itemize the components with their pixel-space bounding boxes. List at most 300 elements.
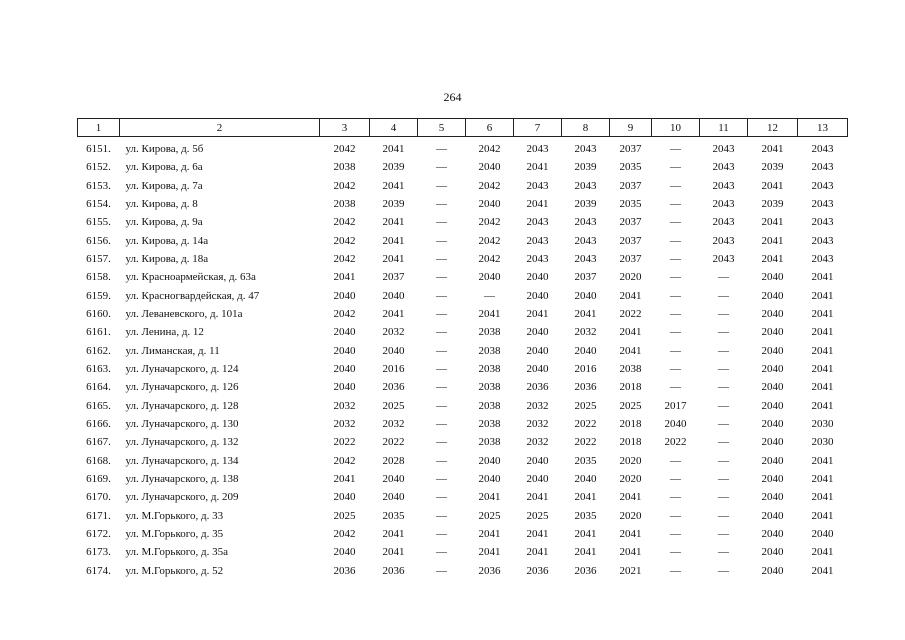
- housing-register-table: [77, 118, 848, 580]
- address-cell: ул. Луначарского, д. 209: [125, 491, 239, 504]
- year-cell: 2040: [811, 528, 834, 541]
- year-cell: 2040: [761, 344, 784, 357]
- year-cell: 2039: [574, 161, 597, 174]
- table-row: [78, 543, 848, 561]
- row-number: 6152.: [86, 161, 111, 174]
- year-cell: 2041: [811, 381, 834, 394]
- year-cell: —: [718, 308, 729, 321]
- year-cell: 2039: [761, 198, 784, 211]
- year-cell: 2032: [382, 326, 405, 339]
- column-header-6: 6: [466, 119, 514, 137]
- row-number: 6167.: [86, 436, 111, 449]
- year-cell: 2040: [526, 289, 549, 302]
- year-cell: 2039: [574, 198, 597, 211]
- year-cell: 2041: [811, 454, 834, 467]
- year-cell: 2040: [526, 363, 549, 376]
- year-cell: 2040: [574, 473, 597, 486]
- address-cell: ул. Кирова, д. 8: [125, 198, 198, 211]
- year-cell: —: [670, 344, 681, 357]
- year-cell: 2041: [619, 528, 642, 541]
- row-number: 6172.: [86, 528, 111, 541]
- year-cell: 2041: [382, 253, 405, 266]
- year-cell: —: [436, 344, 447, 357]
- year-cell: 2036: [574, 381, 597, 394]
- year-cell: 2043: [712, 253, 735, 266]
- year-cell: —: [436, 198, 447, 211]
- row-number: 6165.: [86, 399, 111, 412]
- row-number: 6160.: [86, 308, 111, 321]
- table-row: [78, 137, 848, 159]
- year-cell: 2042: [478, 179, 501, 192]
- year-cell: 2043: [811, 143, 834, 156]
- year-cell: 2043: [811, 179, 834, 192]
- year-cell: —: [718, 289, 729, 302]
- row-number: 6156.: [86, 234, 111, 247]
- row-number: 6159.: [86, 289, 111, 302]
- year-cell: 2037: [619, 253, 642, 266]
- year-cell: 2022: [664, 436, 687, 449]
- year-cell: —: [670, 491, 681, 504]
- year-cell: 2041: [574, 546, 597, 559]
- table-row: [78, 287, 848, 305]
- year-cell: 2043: [526, 179, 549, 192]
- header-row: [78, 119, 848, 137]
- year-cell: —: [436, 363, 447, 376]
- year-cell: —: [718, 528, 729, 541]
- year-cell: —: [436, 253, 447, 266]
- table-row: [78, 525, 848, 543]
- year-cell: 2036: [526, 381, 549, 394]
- column-header-12: 12: [748, 119, 798, 137]
- year-cell: 2037: [619, 216, 642, 229]
- year-cell: 2043: [712, 234, 735, 247]
- year-cell: 2041: [382, 216, 405, 229]
- column-header-8: 8: [562, 119, 610, 137]
- year-cell: 2041: [478, 546, 501, 559]
- address-cell: ул. Кирова, д. 14а: [125, 234, 209, 247]
- year-cell: 2022: [382, 436, 405, 449]
- year-cell: —: [670, 198, 681, 211]
- year-cell: 2041: [478, 308, 501, 321]
- year-cell: 2040: [526, 454, 549, 467]
- address-cell: ул. Кирова, д. 7а: [125, 179, 203, 192]
- year-cell: 2041: [811, 344, 834, 357]
- address-cell: ул. Кирова, д. 18а: [125, 253, 209, 266]
- year-cell: 2040: [333, 381, 356, 394]
- address-cell: ул. Луначарского, д. 138: [125, 473, 239, 486]
- year-cell: 2040: [382, 289, 405, 302]
- year-cell: 2040: [761, 546, 784, 559]
- year-cell: —: [436, 473, 447, 486]
- year-cell: —: [718, 509, 729, 522]
- year-cell: 2016: [382, 363, 405, 376]
- year-cell: —: [670, 308, 681, 321]
- year-cell: 2035: [619, 198, 642, 211]
- year-cell: 2020: [619, 454, 642, 467]
- address-cell: ул. Луначарского, д. 130: [125, 418, 239, 431]
- year-cell: 2043: [712, 161, 735, 174]
- year-cell: 2041: [619, 289, 642, 302]
- year-cell: 2042: [478, 216, 501, 229]
- address-cell: ул. М.Горького, д. 52: [125, 564, 224, 577]
- year-cell: —: [436, 418, 447, 431]
- year-cell: 2037: [619, 143, 642, 156]
- column-header-5: 5: [418, 119, 466, 137]
- table-row: [78, 452, 848, 470]
- year-cell: —: [718, 546, 729, 559]
- year-cell: —: [718, 454, 729, 467]
- table-row: [78, 433, 848, 451]
- table-row: [78, 397, 848, 415]
- year-cell: 2040: [574, 344, 597, 357]
- year-cell: 2030: [811, 436, 834, 449]
- year-cell: —: [436, 399, 447, 412]
- year-cell: 2041: [811, 271, 834, 284]
- year-cell: 2041: [382, 308, 405, 321]
- year-cell: 2035: [619, 161, 642, 174]
- column-header-10: 10: [652, 119, 700, 137]
- year-cell: 2038: [333, 198, 356, 211]
- address-cell: ул. Кирова, д. 6а: [125, 161, 203, 174]
- year-cell: 2041: [811, 363, 834, 376]
- year-cell: 2040: [761, 308, 784, 321]
- address-cell: ул. М.Горького, д. 35: [125, 528, 224, 541]
- year-cell: 2042: [333, 143, 356, 156]
- address-cell: ул. Луначарского, д. 128: [125, 399, 239, 412]
- year-cell: 2041: [526, 198, 549, 211]
- year-cell: —: [436, 528, 447, 541]
- year-cell: —: [436, 509, 447, 522]
- year-cell: 2025: [526, 509, 549, 522]
- year-cell: 2041: [811, 326, 834, 339]
- table-header: [78, 119, 848, 137]
- row-number: 6157.: [86, 253, 111, 266]
- year-cell: 2041: [382, 234, 405, 247]
- row-number: 6151.: [86, 143, 111, 156]
- year-cell: 2032: [526, 436, 549, 449]
- year-cell: 2041: [526, 546, 549, 559]
- year-cell: 2041: [761, 216, 784, 229]
- year-cell: 2028: [382, 454, 405, 467]
- year-cell: 2043: [811, 161, 834, 174]
- year-cell: 2038: [478, 436, 501, 449]
- year-cell: 2043: [712, 179, 735, 192]
- year-cell: 2041: [382, 143, 405, 156]
- year-cell: 2039: [382, 198, 405, 211]
- year-cell: 2040: [478, 473, 501, 486]
- year-cell: 2040: [526, 326, 549, 339]
- year-cell: 2035: [382, 509, 405, 522]
- year-cell: 2041: [382, 179, 405, 192]
- year-cell: 2038: [478, 326, 501, 339]
- year-cell: 2025: [333, 509, 356, 522]
- year-cell: —: [670, 234, 681, 247]
- year-cell: 2040: [761, 436, 784, 449]
- address-cell: ул. Красноармейская, д. 63а: [125, 271, 256, 284]
- year-cell: 2041: [382, 546, 405, 559]
- year-cell: 2022: [333, 436, 356, 449]
- year-cell: 2043: [526, 234, 549, 247]
- year-cell: —: [670, 161, 681, 174]
- year-cell: 2040: [761, 363, 784, 376]
- address-cell: ул. Лиманская, д. 11: [125, 344, 220, 357]
- year-cell: —: [670, 363, 681, 376]
- table-row: [78, 562, 848, 580]
- year-cell: 2041: [619, 344, 642, 357]
- year-cell: —: [718, 418, 729, 431]
- year-cell: 2037: [619, 179, 642, 192]
- year-cell: 2025: [619, 399, 642, 412]
- year-cell: 2032: [382, 418, 405, 431]
- table-row: [78, 268, 848, 286]
- year-cell: 2042: [478, 253, 501, 266]
- year-cell: 2040: [761, 473, 784, 486]
- year-cell: 2040: [526, 344, 549, 357]
- address-cell: ул. Луначарского, д. 132: [125, 436, 239, 449]
- year-cell: 2040: [333, 363, 356, 376]
- table-row: [78, 342, 848, 360]
- year-cell: 2041: [619, 326, 642, 339]
- year-cell: 2022: [574, 436, 597, 449]
- year-cell: —: [670, 179, 681, 192]
- address-cell: ул. Луначарского, д. 134: [125, 454, 239, 467]
- year-cell: 2038: [478, 418, 501, 431]
- year-cell: —: [718, 363, 729, 376]
- year-cell: 2032: [333, 399, 356, 412]
- year-cell: 2036: [574, 564, 597, 577]
- year-cell: 2018: [619, 418, 642, 431]
- year-cell: —: [718, 344, 729, 357]
- year-cell: 2040: [478, 161, 501, 174]
- row-number: 6162.: [86, 344, 111, 357]
- year-cell: 2041: [811, 473, 834, 486]
- year-cell: —: [436, 289, 447, 302]
- year-cell: 2022: [619, 308, 642, 321]
- year-cell: —: [436, 491, 447, 504]
- year-cell: 2043: [712, 216, 735, 229]
- row-number: 6174.: [86, 564, 111, 577]
- year-cell: 2043: [811, 216, 834, 229]
- year-cell: 2040: [761, 381, 784, 394]
- year-cell: 2043: [574, 216, 597, 229]
- year-cell: 2040: [761, 491, 784, 504]
- table-row: [78, 232, 848, 250]
- year-cell: 2040: [333, 491, 356, 504]
- year-cell: 2043: [811, 198, 834, 211]
- year-cell: 2040: [761, 418, 784, 431]
- row-number: 6164.: [86, 381, 111, 394]
- year-cell: 2040: [761, 509, 784, 522]
- table-row: [78, 470, 848, 488]
- address-cell: ул. М.Горького, д. 35а: [125, 546, 228, 559]
- year-cell: 2042: [333, 179, 356, 192]
- year-cell: 2040: [574, 289, 597, 302]
- year-cell: 2018: [619, 381, 642, 394]
- table-row: [78, 177, 848, 195]
- year-cell: 2038: [333, 161, 356, 174]
- row-number: 6163.: [86, 363, 111, 376]
- row-number: 6154.: [86, 198, 111, 211]
- year-cell: 2040: [761, 289, 784, 302]
- year-cell: 2036: [382, 381, 405, 394]
- year-cell: 2043: [811, 234, 834, 247]
- year-cell: —: [670, 528, 681, 541]
- year-cell: 2036: [526, 564, 549, 577]
- year-cell: 2040: [478, 198, 501, 211]
- year-cell: —: [436, 326, 447, 339]
- year-cell: —: [670, 253, 681, 266]
- year-cell: 2041: [478, 528, 501, 541]
- row-number: 6171.: [86, 509, 111, 522]
- year-cell: —: [670, 326, 681, 339]
- year-cell: 2040: [664, 418, 687, 431]
- year-cell: 2042: [333, 454, 356, 467]
- column-header-3: 3: [320, 119, 370, 137]
- year-cell: —: [670, 546, 681, 559]
- row-number: 6155.: [86, 216, 111, 229]
- year-cell: 2040: [333, 344, 356, 357]
- year-cell: —: [436, 381, 447, 394]
- table-body: [78, 137, 848, 580]
- year-cell: 2041: [333, 271, 356, 284]
- row-number: 6161.: [86, 326, 111, 339]
- year-cell: 2036: [333, 564, 356, 577]
- year-cell: —: [718, 271, 729, 284]
- year-cell: 2041: [811, 289, 834, 302]
- year-cell: 2041: [526, 491, 549, 504]
- year-cell: —: [718, 399, 729, 412]
- address-cell: ул. Луначарского, д. 124: [125, 363, 239, 376]
- year-cell: 2041: [333, 473, 356, 486]
- year-cell: 2041: [811, 546, 834, 559]
- year-cell: 2039: [382, 161, 405, 174]
- year-cell: —: [436, 564, 447, 577]
- year-cell: 2042: [333, 216, 356, 229]
- year-cell: 2040: [333, 289, 356, 302]
- year-cell: —: [436, 271, 447, 284]
- year-cell: 2041: [761, 253, 784, 266]
- year-cell: —: [670, 216, 681, 229]
- year-cell: 2043: [574, 234, 597, 247]
- year-cell: 2041: [526, 308, 549, 321]
- table-row: [78, 378, 848, 396]
- year-cell: 2022: [574, 418, 597, 431]
- year-cell: 2038: [619, 363, 642, 376]
- year-cell: 2025: [382, 399, 405, 412]
- year-cell: 2041: [761, 234, 784, 247]
- year-cell: 2040: [761, 326, 784, 339]
- year-cell: 2041: [811, 308, 834, 321]
- year-cell: 2043: [574, 179, 597, 192]
- year-cell: —: [718, 436, 729, 449]
- address-cell: ул. Кирова, д. 5б: [125, 143, 204, 156]
- year-cell: —: [670, 473, 681, 486]
- year-cell: 2032: [574, 326, 597, 339]
- year-cell: 2035: [574, 454, 597, 467]
- year-cell: 2040: [333, 326, 356, 339]
- table-row: [78, 488, 848, 506]
- year-cell: 2040: [382, 473, 405, 486]
- year-cell: 2041: [811, 564, 834, 577]
- year-cell: 2041: [811, 509, 834, 522]
- row-number: 6173.: [86, 546, 111, 559]
- year-cell: 2040: [761, 564, 784, 577]
- table-row: [78, 250, 848, 268]
- year-cell: 2040: [333, 546, 356, 559]
- year-cell: 2040: [761, 399, 784, 412]
- year-cell: 2038: [478, 399, 501, 412]
- year-cell: 2038: [478, 363, 501, 376]
- year-cell: 2043: [712, 143, 735, 156]
- year-cell: 2041: [761, 143, 784, 156]
- row-number: 6158.: [86, 271, 111, 284]
- column-header-7: 7: [514, 119, 562, 137]
- page-number: 264: [443, 90, 462, 104]
- year-cell: 2041: [574, 528, 597, 541]
- year-cell: 2020: [619, 271, 642, 284]
- year-cell: 2042: [478, 143, 501, 156]
- year-cell: —: [718, 491, 729, 504]
- year-cell: 2040: [382, 344, 405, 357]
- year-cell: —: [718, 381, 729, 394]
- year-cell: —: [436, 234, 447, 247]
- year-cell: 2038: [478, 381, 501, 394]
- table-row: [78, 195, 848, 213]
- year-cell: —: [436, 546, 447, 559]
- year-cell: 2041: [761, 179, 784, 192]
- year-cell: —: [436, 143, 447, 156]
- year-cell: 2041: [811, 399, 834, 412]
- year-cell: 2041: [382, 528, 405, 541]
- address-cell: ул. Кирова, д. 9а: [125, 216, 203, 229]
- year-cell: 2025: [574, 399, 597, 412]
- year-cell: 2043: [712, 198, 735, 211]
- year-cell: 2041: [526, 161, 549, 174]
- year-cell: 2032: [526, 418, 549, 431]
- year-cell: 2041: [526, 528, 549, 541]
- year-cell: 2040: [478, 454, 501, 467]
- column-header-9: 9: [610, 119, 652, 137]
- address-cell: ул. Луначарского, д. 126: [125, 381, 239, 394]
- address-cell: ул. Красногвардейская, д. 47: [125, 289, 260, 302]
- table-row: [78, 507, 848, 525]
- year-cell: —: [670, 564, 681, 577]
- address-cell: ул. Леваневского, д. 101а: [125, 308, 243, 321]
- column-header-4: 4: [370, 119, 418, 137]
- year-cell: —: [670, 271, 681, 284]
- column-header-13: 13: [798, 119, 848, 137]
- year-cell: —: [670, 509, 681, 522]
- year-cell: 2042: [478, 234, 501, 247]
- table-row: [78, 213, 848, 231]
- year-cell: 2040: [478, 271, 501, 284]
- year-cell: 2041: [811, 491, 834, 504]
- table-row: [78, 415, 848, 433]
- year-cell: 2020: [619, 473, 642, 486]
- year-cell: —: [718, 473, 729, 486]
- column-header-2: 2: [120, 119, 320, 137]
- year-cell: —: [436, 161, 447, 174]
- year-cell: 2043: [811, 253, 834, 266]
- year-cell: 2036: [382, 564, 405, 577]
- year-cell: —: [436, 454, 447, 467]
- row-number: 6169.: [86, 473, 111, 486]
- year-cell: —: [484, 289, 495, 302]
- year-cell: 2043: [574, 143, 597, 156]
- year-cell: 2041: [619, 491, 642, 504]
- year-cell: —: [670, 381, 681, 394]
- row-number: 6153.: [86, 179, 111, 192]
